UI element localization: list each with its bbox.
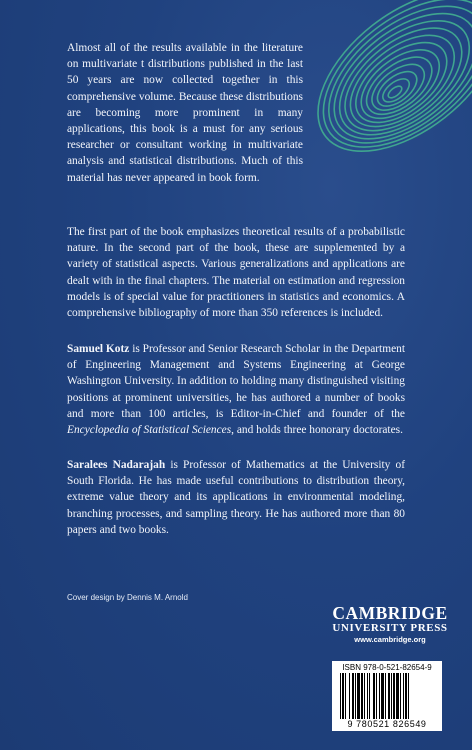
barcode-bar [376,673,377,719]
author-bio-text: is Professor and Senior Research Scholar in the Department of Engineering Management and Systems Engineering at George Washington University. In addition to holding many distinguished visiting positions at prominent universities, he has authored a number of books and more than 100 articles, is Editor-in-Chief and founder of the [67,343,405,420]
barcode-bar [381,673,384,719]
barcode-bar [342,673,344,719]
author-name: Saralees Nadarajah [67,459,166,471]
barcode-bar [385,673,386,719]
barcode-bar [408,673,409,719]
barcode-bar [369,673,370,719]
barcode-bar [361,673,363,719]
barcode-bars [340,673,436,719]
cover-design-credit: Cover design by Dennis M. Arnold [67,593,188,602]
barcode-bar [352,673,354,719]
barcode-bar [400,673,401,719]
barcode-bar [403,673,404,719]
structure-paragraph: The first part of the book emphasizes theoretical results of a probabilistic nature. In the second part of the book, these are supplemented by a variety of statistical aspects. Various generalizations and applications are dealt with in the final chapters. The material on estimation and regression models is of special value for practitioners in statistics and economics. A comprehensive bibliography of more than 350 references is included. [67,226,405,320]
barcode-bar [396,673,399,719]
barcode-bar [388,673,390,719]
ornament-ring [379,74,414,106]
publisher-subtitle: UNIVERSITY PRESS [332,622,448,634]
author-bio-text-end: , and holds three honorary doctorates. [231,424,403,437]
author-name: Samuel Kotz [67,343,130,355]
publisher-name: CAMBRIDGE [332,603,448,623]
barcode [332,661,442,731]
barcode-digits: 9 780521 826549 [347,719,427,729]
author-bio-nadarajah [67,457,405,538]
ornament-ring [371,65,423,113]
barcode-bar [340,673,341,719]
barcode-bar [379,673,380,719]
author-bio-kotz [67,341,405,438]
publisher-logo [330,604,450,646]
encyclopedia-title: Encyclopedia of Statistical Sciences [67,424,232,437]
intro-paragraph: Almost all of the results available in the literature on multivariate t distributions published in the last 50 years are now collected together in this comprehensive volume. Because these distributions are becoming more prominent in many applications, this book is a must for any serious researcher or consultant working in multivariate analysis and statistical distributions. Much of this material has never appeared in book form. [67,42,303,184]
isbn-label: ISBN 978-0-521-82654-9 [342,663,432,672]
barcode-bar [373,673,375,719]
ornament-ring [364,55,433,119]
publisher-website: www.cambridge.org [354,635,426,644]
barcode-bar [345,673,346,719]
barcode-bar [391,673,392,719]
barcode-bar [405,673,407,719]
barcode-bar [393,673,395,719]
barcode-bar [364,673,365,719]
barcode-bar [355,673,356,719]
barcode-bar [367,673,368,719]
barcode-bar [357,673,360,719]
author-bio-text: is Professor of Mathematics at the University of South Florida. He has made useful contributions to distribution theory, extreme value theory and its applications in environmental modeling, branching processes, and sampling theory. He has authored more than 80 papers and two books. [67,459,405,536]
barcode-bar [349,673,350,719]
